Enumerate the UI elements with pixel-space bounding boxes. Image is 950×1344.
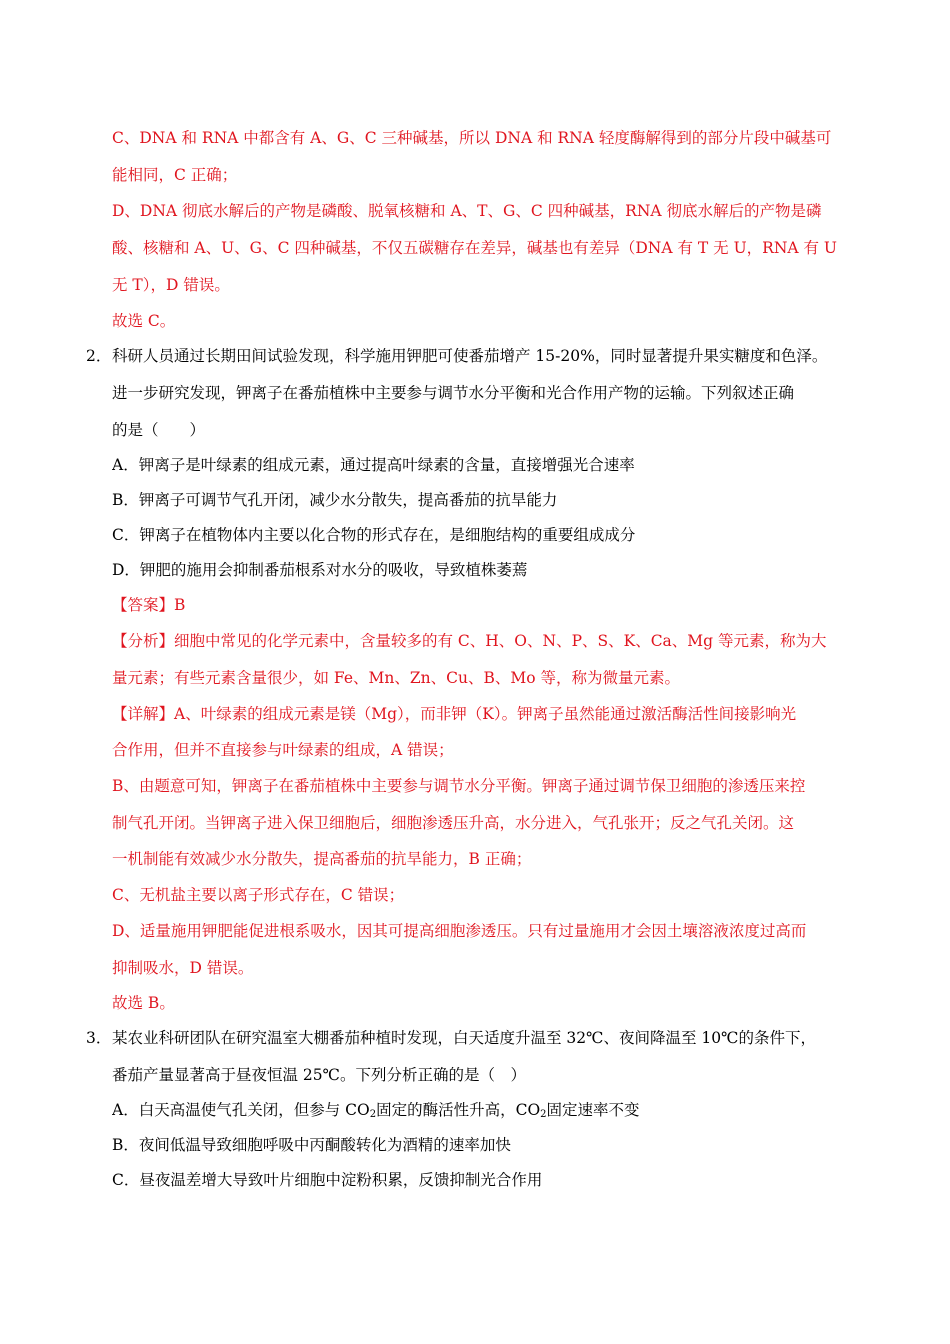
- prev-option-c-line2: 能相同，C 正确；: [112, 166, 238, 184]
- q2-detail-line6: C、无机盐主要以离子形式存在，C 错误；: [112, 886, 405, 904]
- q3-option-c: C．昼夜温差增大导致叶片细胞中淀粉积累，反馈抑制光合作用: [112, 1171, 543, 1189]
- q2-stem-line3: 的是（ ）: [112, 421, 206, 439]
- prev-option-d-line2: 酸、核糖和 A、U、G、C 四种碱基，不仅五碳糖存在差异，碱基也有差异（DNA 有 T 无 U，RNA 有 U: [112, 239, 837, 257]
- q2-detail-line5: 一机制能有效减少水分散失，提高番茄的抗旱能力，B 正确；: [112, 850, 532, 868]
- q2-analysis-line2: 量元素；有些元素含量很少，如 Fe、Mn、Zn、Cu、B、Mo 等，称为微量元素。: [112, 669, 680, 687]
- prev-choose: 故选 C。: [112, 312, 176, 330]
- q2-option-c: C．钾离子在植物体内主要以化合物的形式存在，是细胞结构的重要组成成分: [112, 526, 636, 544]
- q2-detail-line1: 【详解】A、叶绿素的组成元素是镁（Mg），而非钾（K）。钾离子虽然能通过激活酶活性间接影响光: [112, 705, 797, 723]
- q2-stem-line1: 科研人员通过长期田间试验发现，科学施用钾肥可使番茄增产 15-20%，同时显著提升果实糖度和色泽。: [112, 347, 828, 365]
- prev-option-c-line1: C、DNA 和 RNA 中都含有 A、G、C 三种碱基，所以 DNA 和 RNA 轻度酶解得到的部分片段中碱基可: [112, 129, 832, 147]
- q3-option-a-sub1: 2: [369, 1109, 377, 1120]
- q2-answer-value: B: [174, 596, 186, 614]
- q3-stem-line1: 某农业科研团队在研究温室大棚番茄种植时发现，白天适度升温至 32℃、夜间降温至 10℃的条件下，: [112, 1029, 816, 1047]
- q2-detail-line4: 制气孔开闭。当钾离子进入保卫细胞后，细胞渗透压升高，水分进入，气孔张开；反之气孔关闭。这: [112, 814, 795, 832]
- q2-detail-line8: 抑制吸水，D 错误。: [112, 959, 254, 977]
- q2-answer: [112, 594, 872, 618]
- q3-option-a-part2: 固定的酶活性升高，CO: [376, 1101, 541, 1119]
- q3-stem-line2: 番茄产量显著高于昼夜恒温 25℃。下列分析正确的是（ ）: [112, 1066, 526, 1084]
- q2-answer-tag: 【答案】: [112, 596, 175, 614]
- prev-option-d-line1: D、DNA 彻底水解后的产物是磷酸、脱氧核糖和 A、T、G、C 四种碱基，RNA 彻底水解后的产物是磷: [112, 202, 822, 220]
- q3-option-a-part1: A．白天高温使气孔关闭，但参与 CO: [112, 1101, 370, 1119]
- prev-option-d-line3: 无 T），D 错误。: [112, 276, 230, 294]
- q2-detail-line3: B、由题意可知，钾离子在番茄植株中主要参与调节水分平衡。钾离子通过调节保卫细胞的渗透压来控: [112, 777, 806, 795]
- q2-choose: 故选 B。: [112, 994, 175, 1012]
- q3-option-a-sub2: 2: [540, 1109, 547, 1120]
- q2-detail-line7: D、适量施用钾肥能促进根系吸水，因其可提高细胞渗透压。只有过量施用才会因土壤溶液浓度过高而: [112, 922, 807, 940]
- q2-option-a: A．钾离子是叶绿素的组成元素，通过提高叶绿素的含量，直接增强光合速率: [112, 456, 635, 474]
- q2-option-d: D．钾肥的施用会抑制番茄根系对水分的吸收，导致植株萎蔫: [112, 561, 528, 579]
- q2-option-b: B．钾离子可调节气孔开闭，减少水分散失，提高番茄的抗旱能力: [112, 491, 558, 509]
- q3-option-b: B．夜间低温导致细胞呼吸中丙酮酸转化为酒精的速率加快: [112, 1136, 511, 1154]
- q2-analysis-line1: 【分析】细胞中常见的化学元素中，含量较多的有 C、H、O、N、P、S、K、Ca、Mg 等元素，称为大: [112, 632, 827, 650]
- q3-option-a: [112, 1099, 872, 1123]
- q3-number: 3．: [86, 1029, 112, 1047]
- q2-stem-line2: 进一步研究发现，钾离子在番茄植株中主要参与调节水分平衡和光合作用产物的运输。下列叙述正确: [112, 384, 795, 402]
- q3-option-a-part3: 固定速率不变: [546, 1101, 640, 1119]
- q2-detail-line2: 合作用，但并不直接参与叶绿素的组成，A 错误；: [112, 741, 454, 759]
- q2-number: 2．: [86, 347, 112, 365]
